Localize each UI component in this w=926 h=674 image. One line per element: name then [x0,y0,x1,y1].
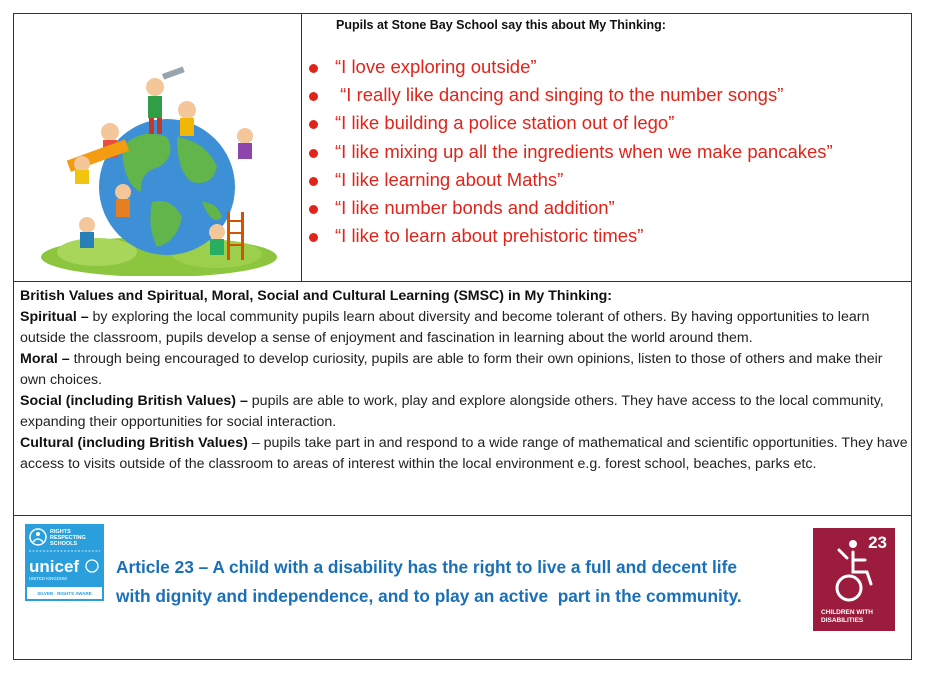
sdg-line2: DISABILITIES [821,617,864,624]
quote-item: “I like number bonds and addition” [306,194,833,222]
rights-respecting-schools-logo [25,524,104,601]
unicef-wordmark: unicef [29,557,80,576]
smsc-title: British Values and Spiritual, Moral, Social and Cultural Learning (SMSC) in My Thinking: [20,288,613,304]
row-divider-2 [13,515,912,516]
bullet-icon [309,120,318,129]
social-paragraph: Social (including British Values) – pupils are able to work, play and explore alongside others. They have access to the local community, expanding their opportunities for social interaction. [20,393,884,430]
smsc-section [20,286,908,475]
article-line-1: Article 23 – A child with a disability has the right to live a full and decent life [116,557,737,577]
spiritual-paragraph: Spiritual – by exploring the local community pupils learn about diversity and become tolerant of others. By having opportunities to learn outside the classroom, pupils develop a sense of enjoyment and fascination in learning about the world around them. [20,309,870,346]
quote-item: “I like learning about Maths” [306,166,833,194]
children-globe-illustration [27,52,285,276]
badge-subtitle: UNITED KINGDOM [29,576,67,581]
badge-line1: RIGHTS [50,529,71,535]
article-line-2: with dignity and independence, and to play an active part in the community. [116,586,742,606]
sdg-number: 23 [868,533,887,552]
quote-item: “I like mixing up all the ingredients when we make pancakes” [306,138,833,166]
column-divider [301,13,302,282]
quote-item: “I really like dancing and singing to the number songs” [306,81,833,109]
moral-label: Moral – [20,351,70,367]
moral-paragraph: Moral – through being encouraged to develop curiosity, pupils are able to form their own opinions, listen to those of others and make their own choices. [20,351,883,388]
cultural-paragraph: Cultural (including British Values) – pupils take part in and respond to a wide range of mathematical and scientific opportunities. They have access to visits outside of the classroom to areas of interest within the local environment e.g. forest school, beaches, parks etc. [20,435,908,472]
bullet-icon [309,177,318,186]
row-divider-1 [13,281,912,282]
badge-line2: RESPECTING [50,535,86,541]
quote-item: “I love exploring outside” [306,53,833,81]
bullet-icon [309,92,318,101]
bullet-icon [309,205,318,214]
article-23-statement [116,553,806,611]
social-label: Social (including British Values) – [20,393,248,409]
badge-award: SILVER · RIGHTS AWARE [37,591,92,596]
children-with-disabilities-badge [813,528,895,631]
bullet-icon [309,149,318,158]
spiritual-label: Spiritual – [20,309,89,325]
bullet-icon [309,233,318,242]
quote-item: “I like building a police station out of lego” [306,109,833,137]
sdg-line1: CHILDREN WITH [821,609,873,616]
quotes-heading: Pupils at Stone Bay School say this about My Thinking: [336,18,666,32]
quotes-list [306,53,833,250]
bullet-icon [309,64,318,73]
cultural-label: Cultural (including British Values) [20,435,248,451]
badge-line3: SCHOOLS [50,541,78,547]
quote-item: “I like to learn about prehistoric times” [306,222,833,250]
